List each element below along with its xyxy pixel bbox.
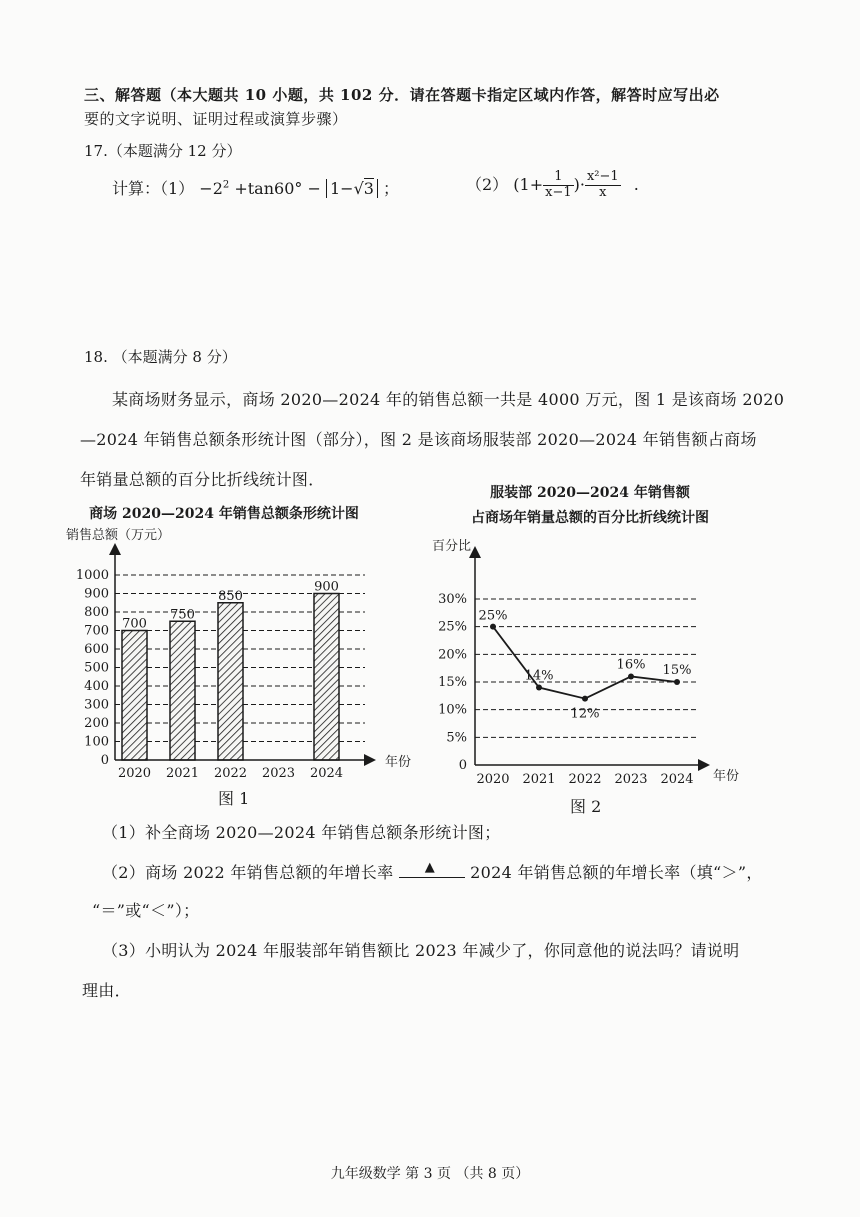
q18-paragraph-line2: —2024 年销售总额条形统计图（部分），图 2 是该商场服装部 2020—2024 年销售额占商场 [80,430,757,449]
data-point [674,679,680,685]
frac1-den: x−1 [545,184,572,200]
q18-paragraph-line3: 年销量总额的百分比折线统计图． [80,470,325,489]
fig1-ylabel: 销售总额（万元） [66,528,171,543]
x-axis-label: 年份 [713,769,740,784]
q18-sub1: （1）补全商场 2020—2024 年销售总额条形统计图； [102,823,501,842]
x-tick-label: 2022 [568,772,602,787]
q18-sub2-cont: “＝”或“＜”）； [92,901,200,920]
triangle-icon: ▲ [424,860,436,875]
data-label: 850 [218,588,243,604]
q17-separator: ； [383,179,400,198]
q17-expr1-exp: 2 [222,179,230,191]
y-tick-label: 600 [84,642,109,657]
q17-expr2-open: (1+ [513,174,544,194]
y-tick-label: 25% [438,619,467,635]
data-label: 14% [524,668,554,684]
data-label: 25% [478,608,508,624]
data-label: 15% [662,663,692,678]
y-tick-label: 100 [84,734,109,750]
frac2-den: x [599,184,607,200]
q18-header: 18. （本题满分 8 分） [84,348,237,366]
fig2-ylabel: 百分比 [432,539,472,554]
section-title-continued: 要的文字说明、证明过程或演算步骤） [84,110,348,128]
x-tick-label: 2020 [117,766,152,781]
y-tick-label: 700 [84,623,109,639]
bar [314,594,339,761]
q18-sub2 [102,860,763,883]
q18-sub2-b: 2024 年销售总额的年增长率（填“＞”， [470,863,763,882]
q17-expr2-end: . [633,174,639,194]
x-tick-label: 2021 [522,772,556,787]
x-axis-label: 年份 [385,755,412,770]
data-point [490,624,496,630]
x-tick-label: 2023 [614,772,648,787]
q17-expr1-b: +tan60° − [234,179,321,198]
y-tick-label: 400 [84,679,109,694]
q17-prefix: 计算：（1） [112,179,195,198]
bar [170,621,195,760]
q17-sqrt-arg: 3 [363,179,374,198]
q17-expr2-mid: )· [573,174,585,194]
x-tick-label: 2023 [261,766,296,781]
frac2-num: x²−1 [586,169,619,184]
data-label: 16% [616,657,646,673]
data-point [536,685,542,691]
fraction-1 [543,170,574,201]
data-label: 750 [170,607,195,623]
y-tick-label: 30% [438,592,467,607]
x-tick-label: 2021 [165,766,200,781]
x-tick-label: 2020 [476,772,510,787]
q17-header: 17.（本题满分 12 分） [84,142,242,160]
y-tick-label: 1000 [75,568,109,583]
fig1-label: 图 1 [218,789,250,808]
section-title: 三、解答题（本大题共 10 小题，共 102 分．请在答题卡指定区域内作答，解答时应写出必 [84,86,720,104]
q17-part2 [466,170,639,201]
bar-chart [60,540,420,785]
fig2-title-line2: 占商场年销量总额的百分比折线统计图 [471,510,709,526]
q17-part2-label: （2） [466,174,509,194]
fig1-title: 商场 2020—2024 年销售总额条形统计图 [89,506,359,522]
frac1-num: 1 [543,170,574,186]
answer-blank[interactable] [399,860,465,878]
fig2-label: 图 2 [570,797,602,816]
y-tick-label: 0 [458,758,467,773]
data-label: 700 [122,616,147,632]
q18-sub2-a: （2）商场 2022 年销售总额的年增长率 [102,863,394,882]
bar [218,603,243,760]
q17-expr1-a: −2 [199,179,223,198]
series-line [493,627,677,699]
data-label: 12% [570,706,600,722]
y-tick-label: 800 [84,605,109,620]
abs-value [326,179,378,198]
y-tick-label: 500 [84,660,109,676]
q17-part1 [112,176,399,199]
page-footer: 九年级数学 第 3 页 （共 8 页） [330,1166,530,1182]
sqrt-symbol: √ [353,179,364,198]
y-tick-label: 10% [438,702,467,718]
y-tick-label: 300 [84,697,109,713]
q18-paragraph-line1: 某商场财务显示，商场 2020—2024 年的销售总额一共是 4000 万元，图 1 是该商场 2020 [112,390,785,409]
y-tick-label: 15% [438,675,467,690]
data-point [582,696,588,702]
x-tick-label: 2022 [213,766,248,781]
y-tick-label: 5% [446,730,467,746]
y-tick-label: 20% [438,647,467,663]
q17-abs-inner: 1− [329,179,354,198]
bar [122,631,147,761]
fraction-2 [585,170,621,201]
x-tick-label: 2024 [309,766,344,781]
y-tick-label: 900 [84,586,109,602]
data-point [628,673,634,679]
line-chart [430,545,790,790]
q18-sub3-cont: 理由． [82,981,131,1000]
y-tick-label: 200 [84,716,109,731]
x-tick-label: 2024 [660,772,694,787]
y-tick-label: 0 [100,753,109,768]
data-label: 900 [314,579,339,595]
q18-sub3: （3）小明认为 2024 年服装部年销售额比 2023 年减少了，你同意他的说法吗？请说明 [102,941,740,960]
fig2-title-line1: 服装部 2020—2024 年销售额 [490,485,690,501]
